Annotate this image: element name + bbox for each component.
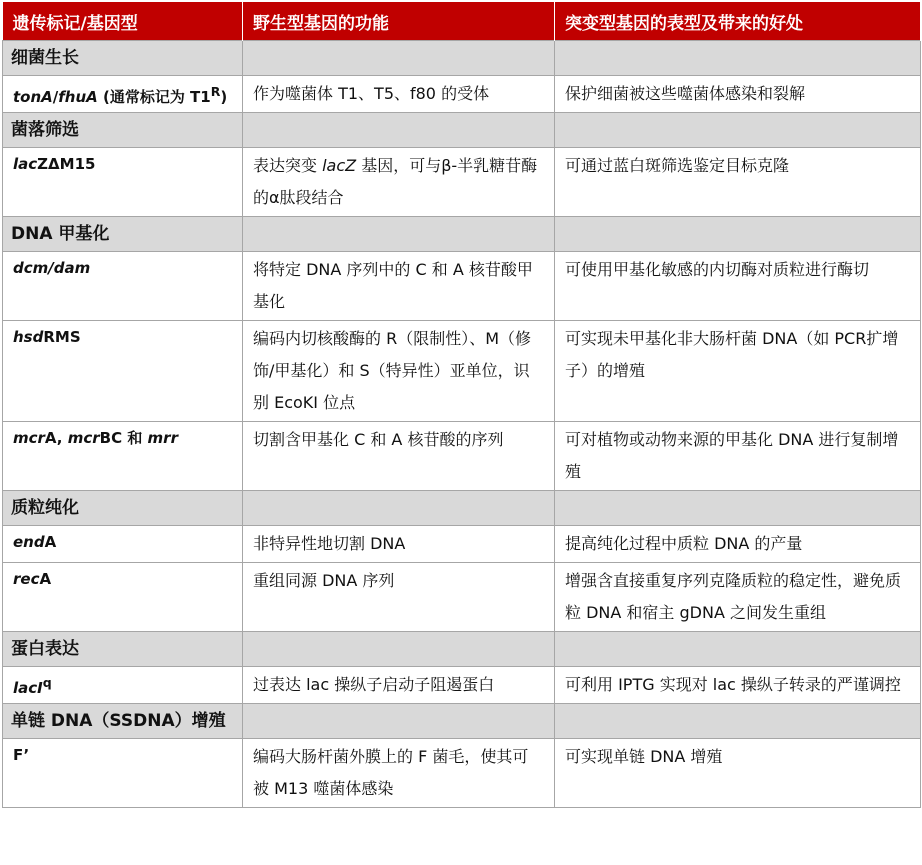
benefit-cell: 增强含直接重复序列克隆质粒的稳定性，避免质粒 DNA 和宿主 gDNA 之间发生重组 [555, 563, 921, 632]
benefit-cell: 可实现未甲基化非大肠杆菌 DNA（如 PCR扩增子）的增殖 [555, 321, 921, 422]
table-row [3, 321, 921, 422]
benefit-cell: 提高纯化过程中质粒 DNA 的产量 [555, 526, 921, 563]
function-cell: 编码内切核酸酶的 R（限制性）、M（修饰/甲基化）和 S（特异性）亚单位，识别 EcoKI 位点 [243, 321, 555, 422]
section-row [3, 491, 921, 526]
genotype-cell: lacI$^q$ [3, 667, 243, 704]
benefit-cell: 可通过蓝白斑筛选鉴定目标克隆 [555, 148, 921, 217]
genotype-table [2, 2, 921, 808]
header-mutant-benefit: 突变型基因的表型及带来的好处 [555, 2, 921, 41]
section-title: 单链 DNA（SSDNA）增殖 [3, 704, 243, 739]
function-cell: 切割含甲基化 C 和 A 核苷酸的序列 [243, 422, 555, 491]
genotype-cell: endA [3, 526, 243, 563]
table-row [3, 148, 921, 217]
table-row [3, 252, 921, 321]
section-title: 细菌生长 [3, 41, 243, 76]
section-title: 蛋白表达 [3, 632, 243, 667]
genotype-cell: recA [3, 563, 243, 632]
table-row [3, 667, 921, 704]
section-row [3, 41, 921, 76]
table-row [3, 422, 921, 491]
section-row [3, 632, 921, 667]
function-cell: 作为噬菌体 T1、T5、f80 的受体 [243, 76, 555, 113]
benefit-cell: 可实现单链 DNA 增殖 [555, 739, 921, 808]
table-row [3, 563, 921, 632]
section-row [3, 704, 921, 739]
genotype-cell: dcm/dam [3, 252, 243, 321]
benefit-cell: 保护细菌被这些噬菌体感染和裂解 [555, 76, 921, 113]
benefit-cell: 可对植物或动物来源的甲基化 DNA 进行复制增殖 [555, 422, 921, 491]
genotype-cell: lacZΔM15 [3, 148, 243, 217]
genotype-cell: F’ [3, 739, 243, 808]
table-row [3, 526, 921, 563]
function-cell: 过表达 lac 操纵子启动子阻遏蛋白 [243, 667, 555, 704]
table-header-row [3, 2, 921, 41]
function-cell: 表达突变 lacZ 基因，可与β-半乳糖苷酶的α肽段结合 [243, 148, 555, 217]
section-title: 质粒纯化 [3, 491, 243, 526]
function-cell: 编码大肠杆菌外膜上的 F 菌毛，使其可被 M13 噬菌体感染 [243, 739, 555, 808]
benefit-cell: 可使用甲基化敏感的内切酶对质粒进行酶切 [555, 252, 921, 321]
table-row [3, 739, 921, 808]
function-cell: 非特异性地切割 DNA [243, 526, 555, 563]
table-row [3, 76, 921, 113]
benefit-cell: 可利用 IPTG 实现对 lac 操纵子转录的严谨调控 [555, 667, 921, 704]
function-cell: 将特定 DNA 序列中的 C 和 A 核苷酸甲基化 [243, 252, 555, 321]
header-genotype: 遗传标记/基因型 [3, 2, 243, 41]
header-wildtype-function: 野生型基因的功能 [243, 2, 555, 41]
section-row [3, 113, 921, 148]
section-row [3, 217, 921, 252]
section-title: DNA 甲基化 [3, 217, 243, 252]
genotype-cell: mcrA, mcrBC 和 mrr [3, 422, 243, 491]
function-cell: 重组同源 DNA 序列 [243, 563, 555, 632]
genotype-cell: tonA/fhuA (通常标记为 $T1^R$) [3, 76, 243, 113]
genotype-cell: hsdRMS [3, 321, 243, 422]
section-title: 菌落筛选 [3, 113, 243, 148]
